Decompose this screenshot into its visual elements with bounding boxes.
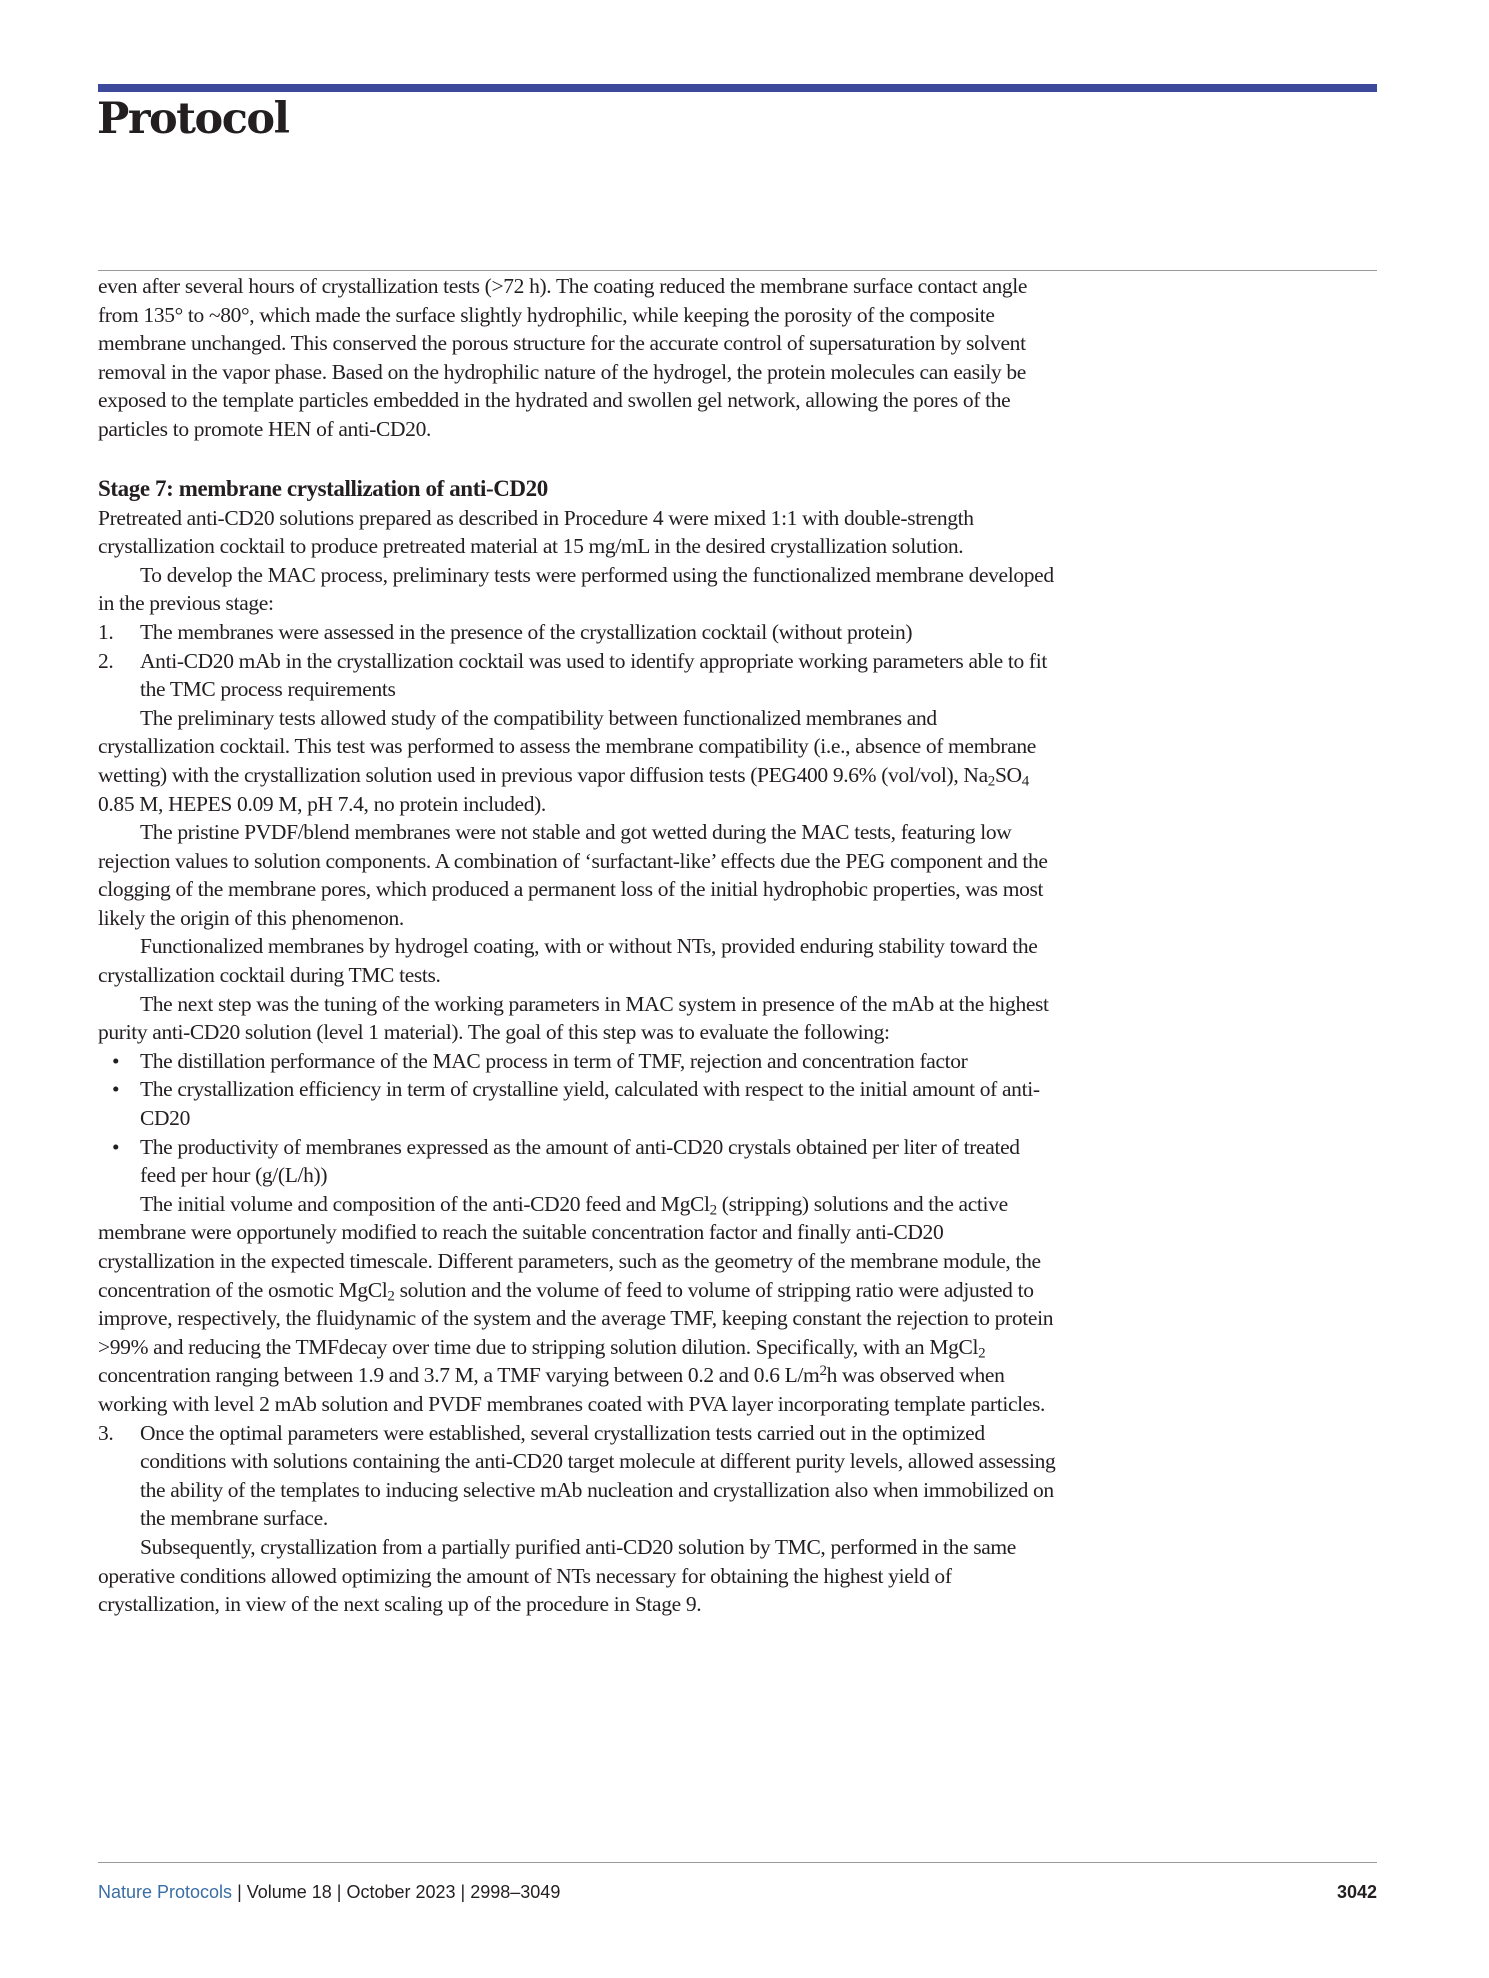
body-paragraph: The next step was the tuning of the working parameters in MAC system in presence of the mAb at the highest purity anti-CD20 solution (level 1 material). The goal of this step was to evaluate the following: xyxy=(98,991,1049,1045)
text-run: concentration ranging between 1.9 and 3.7 M, a TMF varying between 0.2 and 0.6 L/m xyxy=(98,1363,820,1388)
list-number: 3. xyxy=(98,1420,114,1445)
list-text: The productivity of membranes expressed as the amount of anti-CD20 crystals obtained per liter of treated feed per hour (g/(L/h)) xyxy=(140,1134,1020,1188)
header-rule xyxy=(98,270,1377,271)
text-run: The preliminary tests allowed study of the compatibility between functionalized membranes and crystallization cocktail. This test was performed to assess the membrane compatibility (i.e., absence of membrane wetting) with the crystallization solution used in previous vapor diffusion tests (PEG400 9.6% (vol/vol), Na xyxy=(98,705,1036,787)
list-text: The distillation performance of the MAC process in term of TMF, rejection and concentration factor xyxy=(140,1048,968,1073)
list-text: The membranes were assessed in the presence of the crystallization cocktail (without protein) xyxy=(140,619,913,644)
body-paragraph xyxy=(98,704,1058,818)
body-paragraph: Functionalized membranes by hydrogel coating, with or without NTs, provided enduring stability toward the crystallization cocktail during TMC tests. xyxy=(98,934,1038,988)
bullet-glyph: • xyxy=(112,1077,120,1102)
list-number: 1. xyxy=(98,619,114,644)
text-run: (stripping) solutions and the active membrane were opportunely modified to reach the suitable concentration factor and finally anti-CD20 crystallization in the expected timescale. Different parameters, such as the geometry of the membrane module, the concentration of the osmotic MgCl xyxy=(98,1191,1041,1302)
journal-name: Nature Protocols xyxy=(98,1882,233,1902)
header-accent-bar xyxy=(98,84,1377,92)
body-paragraph: Subsequently, crystallization from a partially purified anti-CD20 solution by TMC, performed in the same operative conditions allowed optimizing the amount of NTs necessary for obtaining the highest yield of crystallization, in view of the next scaling up of the procedure in Stage 9. xyxy=(98,1534,1016,1617)
body-paragraph xyxy=(98,1190,1058,1419)
superscript: 2 xyxy=(819,1363,827,1380)
list-text: Anti-CD20 mAb in the crystallization cocktail was used to identify appropriate working parameters able to fit the TMC process requirements xyxy=(140,648,1047,702)
bullet-list-item xyxy=(98,1075,1058,1132)
volume-info: | Volume 18 | October 2023 | 2998–3049 xyxy=(232,1882,561,1902)
body-paragraph: To develop the MAC process, preliminary tests were performed using the functionalized membrane developed in the previous stage: xyxy=(98,562,1054,616)
subscript: 4 xyxy=(1021,773,1029,790)
text-run: 0.85 M, HEPES 0.09 M, pH 7.4, no protein included). xyxy=(98,791,546,816)
numbered-list-item xyxy=(98,647,1058,704)
body-paragraph: even after several hours of crystallization tests (>72 h). The coating reduced the membrane surface contact angle from 135° to ~80°, which made the surface slightly hydrophilic, while keeping the porosity of the composite membrane unchanged. This conserved the porous structure for the accurate control of supersaturation by solvent removal in the vapor phase. Based on the hydrophilic nature of the hydrogel, the protein molecules can easily be exposed to the template particles embedded in the hydrated and swollen gel network, allowing the pores of the particles to promote HEN of anti-CD20. xyxy=(98,274,1028,441)
article-body xyxy=(98,272,1058,1619)
numbered-list-item xyxy=(98,618,1058,647)
body-paragraph: Pretreated anti-CD20 solutions prepared as described in Procedure 4 were mixed 1:1 with double-strength crystallization cocktail to produce pretreated material at 15 mg/mL in the desired crystallization solution. xyxy=(98,505,974,559)
footer-rule xyxy=(98,1862,1377,1863)
list-number: 2. xyxy=(98,648,114,673)
footer-citation xyxy=(98,1882,560,1903)
section-title: Protocol xyxy=(97,94,289,144)
body-paragraph: The pristine PVDF/blend membranes were not stable and got wetted during the MAC tests, featuring low rejection values to solution components. A combination of ‘surfactant-like’ effects due the PEG component and the clogging of the membrane pores, which produced a permanent loss of the initial hydrophobic properties, was most likely the origin of this phenomenon. xyxy=(98,820,1048,930)
stage-heading: Stage 7: membrane crystallization of anti-CD20 xyxy=(98,475,548,501)
bullet-glyph: • xyxy=(112,1048,120,1073)
page-number: 3042 xyxy=(1336,1882,1377,1902)
subscript: 2 xyxy=(987,773,995,790)
numbered-list-item xyxy=(98,1419,1058,1533)
subscript: 2 xyxy=(387,1287,395,1304)
text-run: h was observed when working with level 2 mAb solution and PVDF membranes coated with PVA layer incorporating template particles. xyxy=(98,1363,1046,1416)
text-run: SO xyxy=(994,762,1022,787)
bullet-glyph: • xyxy=(112,1134,120,1159)
bullet-list-item xyxy=(98,1133,1058,1190)
list-text: Once the optimal parameters were established, several crystallization tests carried out in the optimized conditions with solutions containing the anti-CD20 target molecule at different purity levels, allowed assessing the ability of the templates to inducing selective mAb nucleation and crystallization also when immobilized on the membrane surface. xyxy=(140,1420,1056,1531)
text-run: solution and the volume of feed to volume of stripping ratio were adjusted to improve, respectively, the fluidynamic of the system and the average TMF, keeping constant the rejection to protein >99% and reducing the TMFdecay over time due to stripping solution dilution. Specifically, with an MgCl xyxy=(98,1277,1054,1359)
subscript: 2 xyxy=(709,1202,717,1219)
bullet-list-item xyxy=(98,1047,1058,1076)
subscript: 2 xyxy=(978,1345,986,1362)
list-text: The crystallization efficiency in term of crystalline yield, calculated with respect to the initial amount of anti-CD20 xyxy=(140,1077,1040,1131)
text-run: The initial volume and composition of the anti-CD20 feed and MgCl xyxy=(140,1191,710,1216)
